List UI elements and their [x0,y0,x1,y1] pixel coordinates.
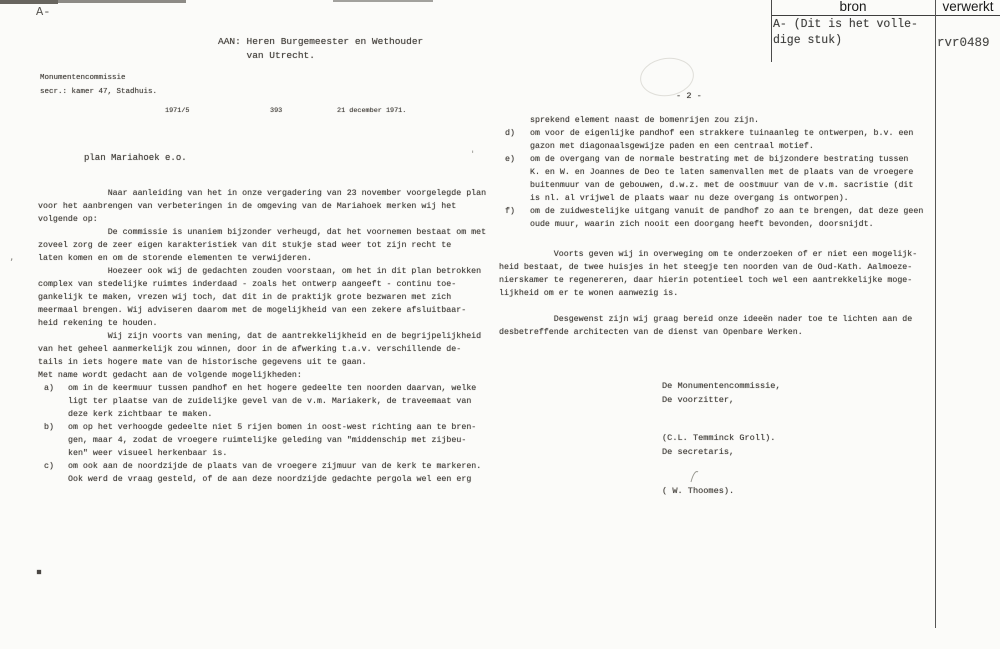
handwritten-corner-mark: A- [36,5,51,19]
paragraph-2: De commissie is unaniem bijzonder verheugd, dat het voornemen bestaat om met zoveel zorg de zeer eigen karakteristiek van dit stukje stad weer tot zijn recht te laten komen en om de storende elementen te verwijderen. [38,228,487,263]
continuation-line: sprekend element naast de bomenrijen zou zijn. [530,116,760,125]
list-item-b [44,421,476,460]
list-item-b-text: om op het verhoogde gedeelte niet 5 rijen bomen in oost-west richting aan te bren- gen, maar 4, zodat de vroegere ruimtelijke geleding van "middenschip met zijbeu- ken" weer visueel herkenbaar is. [68,423,477,458]
sender-block: Monumentencommissie secr.: kamer 47, Stadhuis. [40,74,158,96]
list-item-c-text: om ook aan de noordzijde de plaats van de vroegere zijmuur van de kerk te markeren. Ook werd de vraag gesteld, of de aan deze noordzijde gedachte pergola wel een erg [68,462,482,484]
list-item-f-text: om de zuidwestelijke uitgang vanuit de pandhof zo aan te brengen, dat deze geen oude muur, waarin zich nooit een doorgang heeft bevonden, doorsnijdt. [530,207,924,229]
list-item-c-marker: c) [44,462,54,471]
registration-vertical-rule [935,0,936,628]
closing-organization: De Monumentencommissie, [662,381,781,391]
registration-column-verwerkt: verwerkt [942,0,994,14]
list-item-d [505,127,913,153]
list-item-c [44,460,481,486]
list-item-a-text: om in de keermuur tussen pandhof en het hogere gedeelte ten noorden daarvan, welke ligt ter plaatse van de zuidelijke gevel van de v.m. Mariakerk, de traveemaat van deze kerk zichtbaar te maken. [68,384,477,419]
paragraph-4: Wij zijn voorts van mening, dat de aantrekkelijkheid en de begrijpelijkheid van het geheel aanmerkelijk zou winnen, door in de afwerking t.a.v. verschillende de- tails in iets hogere mate van de historische gegevens uit te gaan. [38,332,482,367]
closing-secretary-name: ( W. Thoomes). [662,486,735,496]
margin-stray-mark: ' [470,150,476,160]
registration-verwerkt-code: rvr0489 [937,36,990,50]
list-item-d-marker: d) [505,129,515,138]
list-item-e-marker: e) [505,155,515,164]
ink-dot-mark [37,570,41,574]
scan-edge-artifact [58,0,186,3]
paragraph-5: Voorts geven wij in overweging om te onderzoeken of er niet een mogelijk- heid bestaat, de twee huisjes in het steegje ten noorden van de Oud-Kath. Aalmoeze- nierskamer te regenereren, daar hierin potentieel toch wel een aantrekkelijke moge- lijkheid om er te wonen aanwezig is. [499,250,918,298]
letter-date: 21 december 1971. [337,107,407,115]
list-item-f [505,205,923,231]
list-intro: Met name wordt gedacht aan de volgende mogelijkheden: [38,371,302,380]
paragraph-6: Desgewenst zijn wij graag bereid onze ideeën nader toe te lichten aan de desbetreffende architecten van de dienst van Openbare Werken. [499,315,913,337]
addressee-block: AAN: Heren Burgemeester en Wethouder van Utrecht. [218,36,424,61]
scan-edge-artifact [333,0,433,2]
list-item-f-marker: f) [505,207,515,216]
reference-number: 1971/5 [165,107,190,115]
registration-column-bron: bron [839,0,867,14]
margin-stray-mark: , [9,253,15,263]
paragraph-3: Hoezeer ook wij de gedachten zouden voorstaan, om het in dit plan betrokken complex van stedelijke ruimtes inderdaad - zoals het ontwerp aangeeft - continu toe- gankelijk te maken, vrezen wij toch, dat dit in de praktijk grote bezwaren met zich meermaal brengen. Wij adviseren daarom met de mogelijkheid van een zekere afsluitbaar- heid rekening te houden. [38,267,482,328]
closing-secretary-title: De secretaris, [662,447,735,457]
registration-left-border [771,0,772,62]
list-item-a [44,382,476,421]
scan-edge-artifact [0,0,58,4]
registration-bron-note: A- (Dit is het volle- dige stuk) [773,18,918,47]
list-item-a-marker: a) [44,384,54,393]
closing-chairman-name: (C.L. Temminck Groll). [662,433,776,443]
registration-divider-line [771,15,1000,16]
list-item-e-text: om de overgang van de normale bestrating met de bijzondere bestrating tussen K. en W. en Joannes de Deo te laten samenvallen met de plaats van de vroegere buitenmuur van de gebouwen, d.w.z. met de oostmuur van de v.m. sacristie (dit is nl. al vrijwel de plaats waar nu deze overgang is ontworpen). [530,155,914,203]
page-number: - 2 - [676,91,702,101]
paragraph-1: Naar aanleiding van het in onze vergadering van 23 november voorgelegde plan voor het aanbrengen van verbeteringen in de omgeving van de Mariahoek merken wij het volgende op: [38,189,487,224]
closing-chairman-title: De voorzitter, [662,395,735,405]
subject-line: plan Mariahoek e.o. [84,153,187,163]
serial-number: 393 [270,107,283,115]
list-item-e [505,153,913,205]
list-item-b-marker: b) [44,423,54,432]
list-item-d-text: om voor de eigenlijke pandhof een strakkere tuinaanleg te ontwerpen, b.v. een gazon met diagonaalsgewijze paden en een centraal motief. [530,129,914,151]
